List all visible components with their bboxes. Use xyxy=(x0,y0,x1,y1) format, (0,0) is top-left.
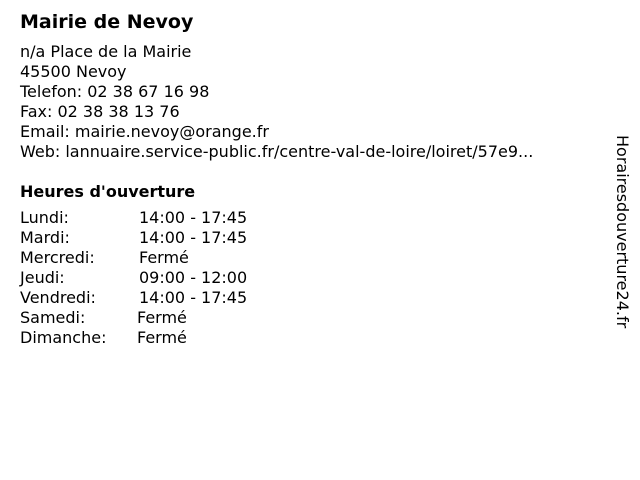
hours-value: Fermé xyxy=(139,248,189,267)
hours-value: 14:00 - 17:45 xyxy=(139,208,248,227)
day-label: Samedi: xyxy=(20,308,86,327)
opening-hours-heading: Heures d'ouverture xyxy=(20,182,196,201)
hours-row-tuesday xyxy=(20,228,600,248)
day-label: Jeudi: xyxy=(20,268,65,287)
hours-value: 14:00 - 17:45 xyxy=(139,288,248,307)
day-label: Dimanche: xyxy=(20,328,107,347)
email-address: Email: mairie.nevoy@orange.fr xyxy=(20,122,269,141)
fax-number: Fax: 02 38 38 13 76 xyxy=(20,102,180,121)
hours-row-sunday xyxy=(20,328,600,348)
opening-hours-card xyxy=(20,8,600,348)
hours-row-saturday xyxy=(20,308,600,328)
hours-value: 14:00 - 17:45 xyxy=(139,228,248,247)
day-label: Mercredi: xyxy=(20,248,95,267)
hours-row-monday xyxy=(20,208,600,228)
hours-value: 09:00 - 12:00 xyxy=(139,268,248,287)
opening-hours-table xyxy=(20,208,600,348)
page-title: Mairie de Nevoy xyxy=(20,11,194,33)
day-label: Lundi: xyxy=(20,208,69,227)
address-city: 45500 Nevoy xyxy=(20,62,127,81)
site-watermark xyxy=(612,135,632,345)
hours-value: Fermé xyxy=(137,328,187,347)
phone-number: Telefon: 02 38 67 16 98 xyxy=(20,82,210,101)
hours-value: Fermé xyxy=(137,308,187,327)
watermark-text: Horairesdouverture24.fr xyxy=(613,135,632,329)
day-label: Mardi: xyxy=(20,228,70,247)
address-street: n/a Place de la Mairie xyxy=(20,42,192,61)
hours-row-wednesday xyxy=(20,248,600,268)
hours-row-friday xyxy=(20,288,600,308)
hours-row-thursday xyxy=(20,268,600,288)
website-url: Web: lannuaire.service-public.fr/centre-val-de-loire/loiret/57e9... xyxy=(20,142,534,161)
day-label: Vendredi: xyxy=(20,288,96,307)
